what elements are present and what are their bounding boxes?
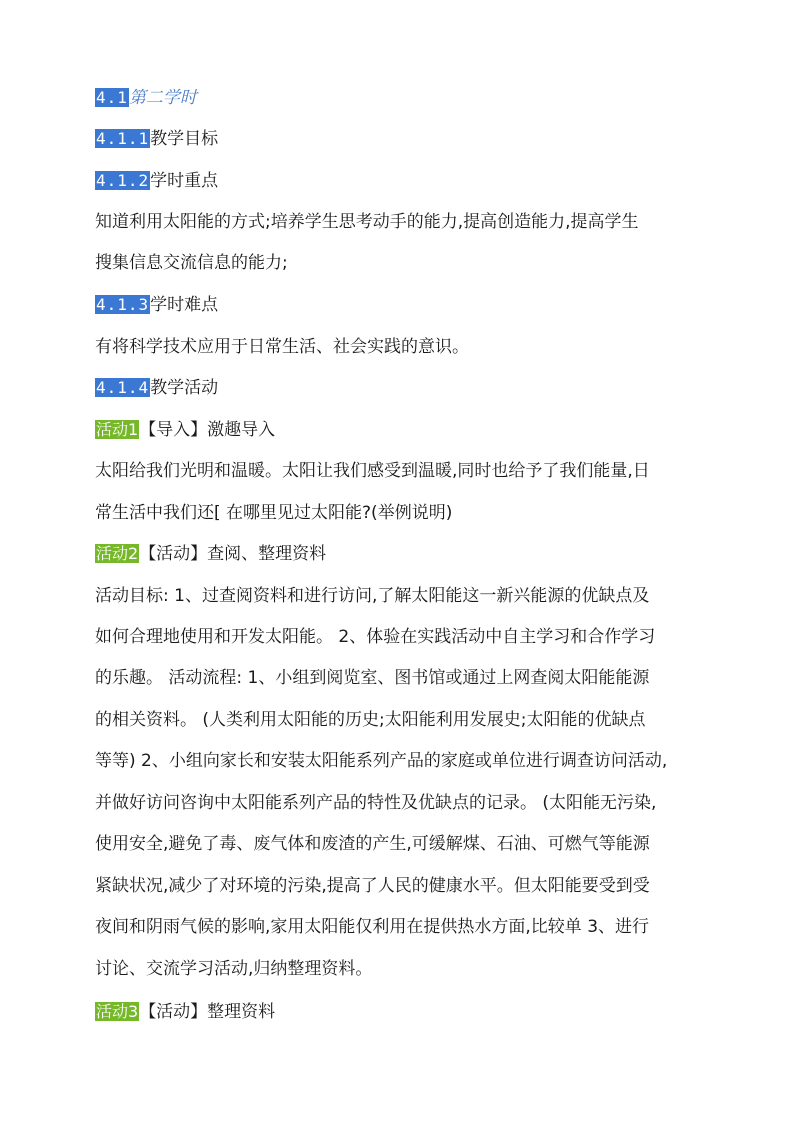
activity-2-heading: [95, 543, 326, 565]
paragraph-line: 如何合理地使用和开发太阳能。 2、体验在实践活动中自主学习和合作学习: [95, 627, 656, 647]
activity-title: 【活动】整理资料: [139, 1002, 276, 1022]
heading-text: 教学活动: [150, 378, 219, 398]
paragraph-line: 等等) 2、小组向家长和安装太阳能系列产品的家庭或单位进行调查访问活动,: [95, 751, 668, 771]
activity-title: 【导入】激趣导入: [139, 420, 276, 440]
paragraph-line: 使用安全,避免了毒、废气体和废渣的产生,可缓解煤、石油、可燃气等能源: [95, 834, 650, 854]
heading-number: 4.1.3: [96, 295, 150, 314]
activity-3-heading: [95, 1001, 275, 1023]
heading-number: 4.1.2: [96, 171, 150, 190]
heading-4-1-4: [95, 377, 218, 399]
heading-text: 教学目标: [150, 129, 219, 149]
paragraph-line: 的乐趣。 活动流程: 1、小组到阅览室、图书馆或通过上网查阅太阳能能源: [95, 668, 650, 688]
paragraph-line: 知道利用太阳能的方式;培养学生思考动手的能力,提高创造能力,提高学生: [95, 212, 639, 232]
paragraph-line: 常生活中我们还[ 在哪里见过太阳能?(举例说明): [95, 503, 453, 523]
paragraph-line: 紧缺状况,减少了对环境的污染,提高了人民的健康水平。但太阳能要受到受: [95, 876, 650, 896]
paragraph-line: 搜集信息交流信息的能力;: [95, 253, 288, 273]
paragraph-line: 有将科学技术应用于日常生活、社会实践的意识。: [95, 337, 469, 357]
paragraph-line: 夜间和阴雨气候的影响,家用太阳能仅利用在提供热水方面,比较单 3、进行: [95, 917, 650, 937]
activity-title: 【活动】查阅、整理资料: [139, 544, 327, 564]
activity-label: 活动1: [96, 420, 139, 439]
heading-number: 4.1.4: [96, 378, 150, 397]
paragraph-line: 讨论、交流学习活动,归纳整理资料。: [95, 959, 373, 979]
activity-label: 活动3: [96, 1002, 139, 1021]
paragraph-line: 活动目标: 1、过查阅资料和进行访问,了解太阳能这一新兴能源的优缺点及: [95, 586, 650, 606]
paragraph-line: 的相关资料。 (人类利用太阳能的历史;太阳能利用发展史;太阳能的优缺点: [95, 710, 646, 730]
heading-number: 4.1: [96, 88, 128, 107]
heading-number: 4.1.1: [96, 129, 150, 148]
activity-1-heading: [95, 419, 275, 441]
heading-text: 学时难点: [150, 295, 219, 315]
paragraph-line: 并做好访问咨询中太阳能系列产品的特性及优缺点的记录。 (太阳能无污染,: [95, 793, 657, 813]
activity-label: 活动2: [96, 544, 139, 563]
heading-4-1-1: [95, 128, 218, 150]
heading-4-1: [95, 87, 197, 109]
heading-4-1-2: [95, 170, 218, 192]
paragraph-line: 太阳给我们光明和温暖。太阳让我们感受到温暖,同时也给予了我们能量,日: [95, 461, 650, 481]
heading-4-1-3: [95, 294, 218, 316]
heading-text: 学时重点: [150, 171, 219, 191]
heading-text: 第二学时: [128, 88, 197, 108]
